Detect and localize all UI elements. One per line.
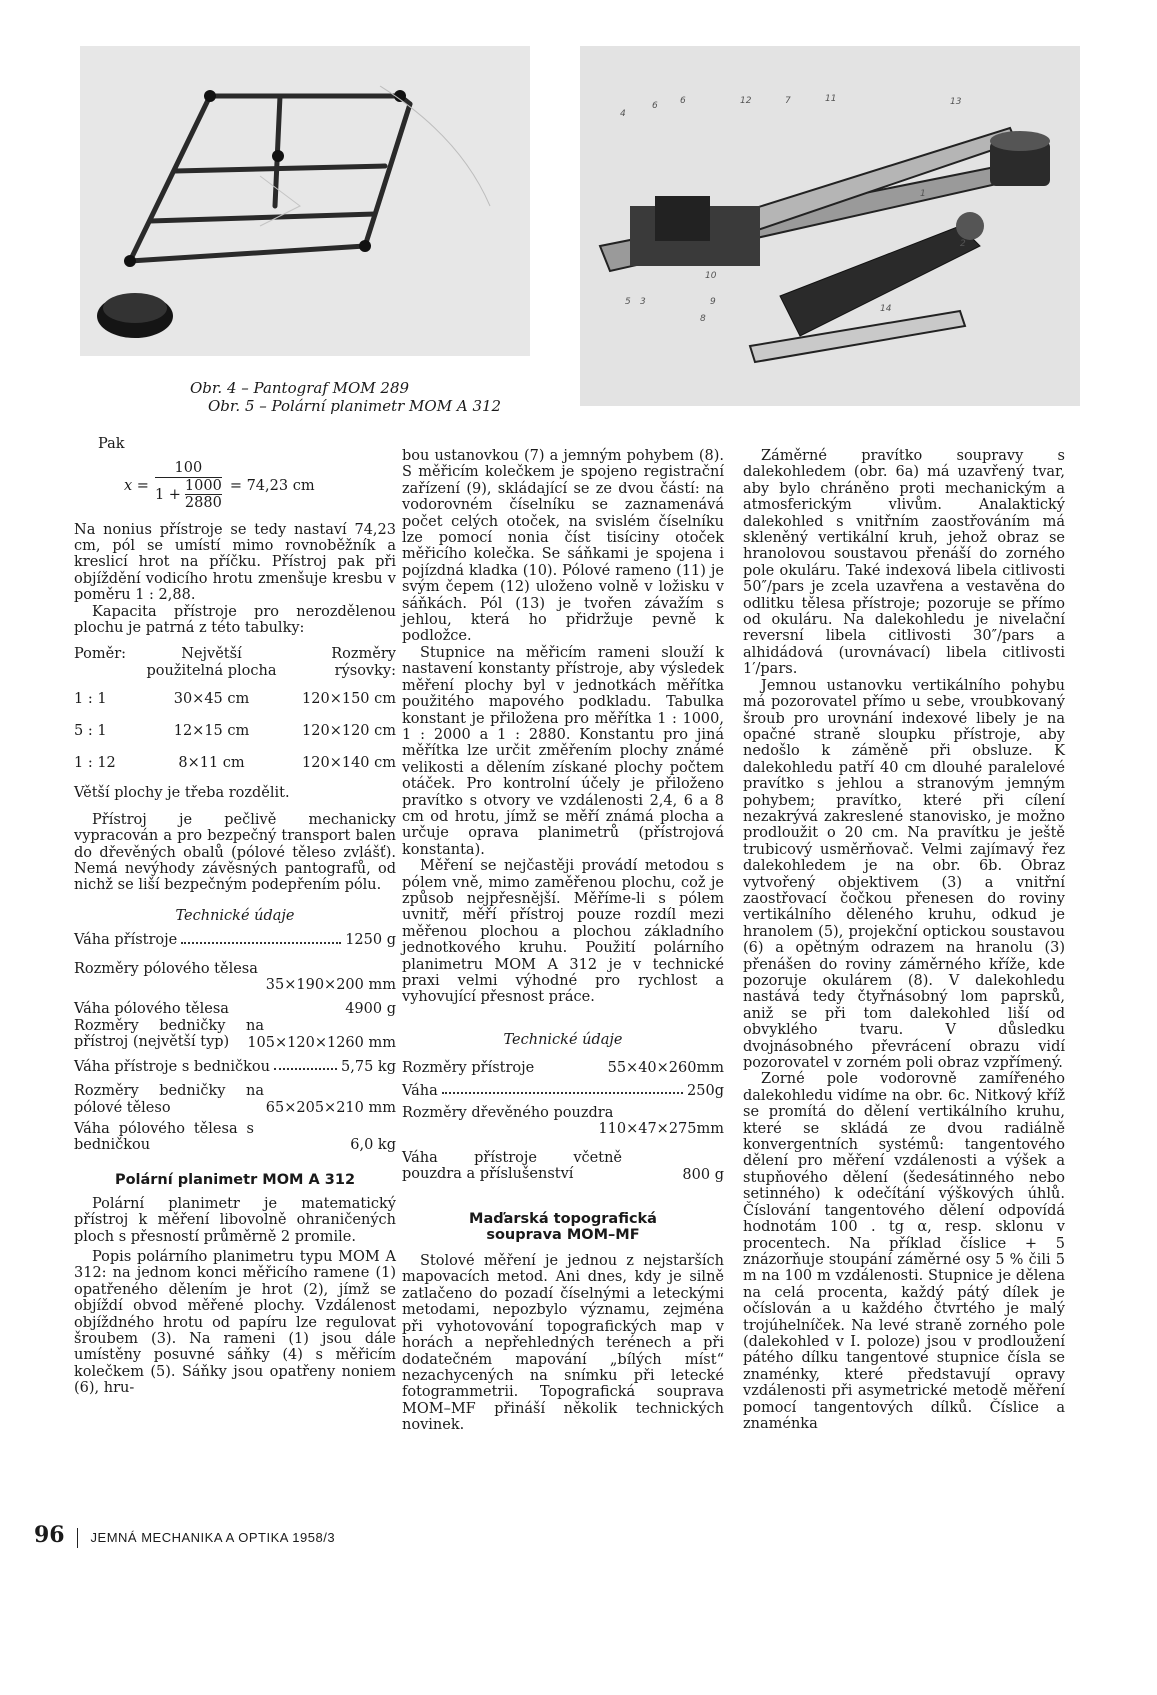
section-title: Technické údaje [175,907,295,924]
fig5-label-12: 12 [740,96,752,106]
paragraph: Kapacita přístroje pro nerozdělenou plochu je patrná z této tabulky: [74,603,396,637]
column-1 [74,436,396,1397]
paragraph: Popis polárního planimetru typu MOM A 312: na jednom konci měřicího ramene (1) opatřeného dělením je hrot (2), jímž se objíždí obvod měřené plochy. Vzdálenost objíždného hrotu od papíru lze regulovat šroubem (3). Na rameni (1) jsou dále umístěny posuvné sáňky (4) s měřicím kolečkem (5). Sáňky jsou opatřeny noniem (6), hru- [74,1249,396,1397]
spec-row [402,1060,724,1076]
table-row [74,713,396,745]
fig5-label-5: 5 [625,297,631,307]
figure-4-pantograph-photo [80,46,530,356]
formula-x: x = [124,477,149,494]
table-cell: 1 : 12 [74,755,116,772]
paragraph: Zorné pole vodorovně zamířeného dalekohledu vidíme na obr. 6c. Nitkový kříž se promítá do dělení vertikálního kruhu, které se skládá ze dvou radiálně konvergentních systémů: tangentového dělení pro měření vzdálenosti a výšek a stupňového dělení (šedesátinného nebo setinného) k odečítání výškových úhlů. Číslování tangentového dělení odpovídá hodnotám 100 . tg α, resp. sklonu v procentech. Na příklad číslice + 5 znázorňuje stoupání záměrné osy 5 % čili 5 m na 100 m vzdálenosti. Stupnice je dělena na celá procenta, každý pátý dílek je očíslován a u každého čtvrtého je malý trojúhelníček. Na levé straně zorného pole (dalekohled v I. poloze) jsou v prodloužení pátého dílku tangentové stupnice čísla se znaménky, které představují opravy vzdálenosti při asymetrické metodě měření pomocí tangentových dílků. Číslice a znaménka [743,1071,1065,1432]
spec-value: 4900 g [345,1001,396,1018]
fig5-label-6b: 6 [680,96,686,106]
caption-fig4: Obr. 4 – Pantograf MOM 289 [190,379,410,397]
paragraph: Přístroj je pečlivě mechanicky vypracován a pro bezpečný transport balen do dřevěných obalů (pólové těleso zvlášť). Nemá nevýhody závěsných pantografů, od nichž se liší bezpečným podepřením pólu. [74,811,396,894]
spec-label: Rozměry dřevěného pouzdra [402,1105,614,1122]
journal-name: JEMNÁ MECHANIKA A OPTIKA 1958/3 [90,1530,336,1545]
paragraph: Na nonius přístroje se tedy nastaví 74,23 cm, pól se umístí mimo rovnoběžník a kreslicí hrot na příčku. Přístroj pak při objíždění vodicího hrotu zmenšuje kresbu v poměru 1 : 2,88. [74,521,396,604]
spec-value: 1250 g [345,932,396,949]
spec-label: Rozměry přístroje [402,1060,535,1077]
spec-row [74,1083,396,1116]
spec-value: 105×120×1260 mm [247,1034,396,1051]
section-title: Technické údaje [503,1031,623,1048]
heading-hungarian-kit: Maďarská topografická souprava MOM–MF [469,1211,657,1244]
table-header: Rozměry rýsovky: [331,646,396,679]
spec-label: Váha přístroje včetně pouzdra a příslušenství [402,1149,622,1183]
spec-row [402,1150,724,1183]
spec-row [74,1001,396,1017]
spec-label: Váha pólového tělesa [74,1001,229,1018]
paragraph: Záměrné pravítko soupravy s dalekohledem (obr. 6a) má uzavřený tvar, aby bylo chráněno proti mechanickým a atmosferickým vlivům. Analaktický dalekohled s vnitřním zaostřováním má skleněný vertikální kruh, jehož obraz se hranolovou soustavou přenáší do zorného pole okuláru. Také indexová libela citlivosti 50″/pars je zcela uzavřena a vestavěna do odlitku tělesa přístroje; pozoruje se přímo od okuláru. Na dalekohledu je nivelační reversní libela citlivosti 30″/pars a alhidádová (urovnávací) libela citlivosti 1′/pars. [743,448,1065,678]
table-cell: 120×150 cm [302,691,396,708]
paragraph: Stolové měření je jednou z nejstarších mapovacích metod. Ani dnes, kdy je silně zatlačeno do pozadí číselnými a leteckými metodami, nepozbylo významu, zejména při vyhotovování topografických map v horách a nepřehledných terénech a při dodatečném mapování „bílých míst“ nezachycených na snímku při letecké fotogrammetrii. Topografická souprava MOM–MF přináší několik technických novinek. [402,1253,724,1434]
fig5-label-3: 3 [640,297,646,307]
fig5-label-11: 11 [825,94,837,104]
spec-label: Váha [402,1082,438,1099]
fig5-label-1: 1 [920,189,926,199]
paragraph: Stupnice na měřicím rameni slouží k nastavení konstanty přístroje, aby výsledek měření plochy byl v jednotkách měřítka použitého mapového podkladu. Tabulka konstant je přiložena pro měřítka 1 : 1000, 1 : 2000 a 1 : 2880. Konstantu pro jiná měřítka lze určit změřením plochy známé velikosti a dělením získané plochy počtem otáček. Pro kontrolní účely je přiloženo pravítko s otvory ve vzdálenosti 2,4, 6 a 8 cm od hrotu, jímž se měří známá plocha a určuje oprava planimetrů (přístrojová konstanta). [402,644,724,858]
fig5-label-8: 8 [700,314,706,324]
formula-fraction [155,460,222,511]
fig5-label-10: 10 [705,271,717,281]
fig5-label-14: 14 [880,304,892,314]
table-row [74,681,396,713]
column-3 [743,448,1065,1432]
spec-row [402,1105,724,1138]
table-row [74,745,396,777]
spec-row [74,961,396,994]
fig5-label-13: 13 [950,97,962,107]
table-cell: 1 : 1 [74,691,107,708]
spec-label: Váha pólového tělesa s bedničkou [74,1120,254,1153]
spec-value: 110×47×275mm [598,1121,724,1138]
spec-value: 800 g [682,1166,724,1183]
paragraph: Větší plochy je třeba rozdělit. [74,785,290,802]
pantograph-drawing [80,46,530,356]
spec-label: Váha přístroje [74,932,178,949]
table-cell: 30×45 cm [173,691,250,708]
fig5-label-9: 9 [710,297,716,307]
table-header: Poměr: [74,646,127,663]
capacity-table [74,644,396,777]
paragraph: Polární planimetr je matematický přístroj k měření libovolně ohraničených ploch s přesností průměrně 2 promile. [74,1195,396,1245]
formula-inner-den: 2880 [184,495,222,512]
heading-polar-planimeter: Polární planimetr MOM A 312 [114,1171,356,1188]
spec-row [74,1018,396,1051]
spec-value: 55×40×260mm [607,1060,724,1077]
spec-value: 65×205×210 mm [265,1100,396,1117]
planimeter-drawing [580,46,1080,406]
table-header: Největší použitelná plocha [146,646,277,679]
formula-result: = 74,23 cm [229,477,315,494]
spec-value: 6,0 kg [350,1137,396,1154]
spec-row [402,1083,724,1099]
table-cell: 5 : 1 [74,723,107,740]
figure-5-planimeter-photo [580,46,1080,406]
paragraph: bou ustanovkou (7) a jemným pohybem (8). S měřicím kolečkem je spojeno registrační zařízení (9), skládající se ze dvou částí: na vodorovném číselníku se zaznamenává počet celých otoček, na svislém číselníku lze pomocí nonia číst tisíciny otoček měřicího kolečka. Se sáňkami je spojena i pojízdná kladka (10). Pólové rameno (11) je svým čepem (12) uloženo volně v ložisku v sáňkách. Pól (13) je tvořen závažím s jehlou, která ho přidržuje pevně k podložce. [402,448,724,645]
spec-row [74,1121,396,1154]
fig5-label-7: 7 [785,96,791,106]
spec-value: 5,75 kg [341,1058,396,1075]
spec-row [74,1059,396,1075]
formula-inner-num: 1000 [184,477,222,494]
table-cell: 8×11 cm [178,755,245,772]
text-pak: Pak [98,436,125,452]
fig5-label-6a: 6 [652,101,658,111]
fig5-label-2: 2 [960,239,966,249]
table-cell: 120×120 cm [302,723,396,740]
spec-value: 35×190×200 mm [265,976,396,993]
spec-value: 250g [687,1082,724,1099]
spec-label: Rozměry pólového tělesa [74,960,258,977]
column-2 [402,448,724,1434]
page-footer [34,1522,335,1548]
formula-numerator: 100 [155,460,222,477]
caption-fig5: Obr. 5 – Polární planimetr MOM A 312 [208,397,502,415]
fig5-label-4: 4 [620,109,626,119]
formula [124,460,396,511]
spec-label: Váha přístroje s bedničkou [74,1058,270,1075]
page-number: 96 [34,1522,65,1548]
formula-one-plus: 1 + [154,486,181,503]
paragraph: Jemnou ustanovku vertikálního pohybu má pozorovatel přímo u sebe, vroubkovaný šroub pro urovnání indexové libely je na opačné straně sloupku přístroje, aby nedošlo k záměně při obsluze. K dalekohledu patří 40 cm dlouhé paralelové pravítko s jehlou a stranovým jemným pohybem; pravítko, které při cílení nezakrývá zakreslené stanovisko, je možno prodloužit o 20 cm. Na pravítku je ještě trubicový usměrňovač. Velmi zajímavý řez dalekohledem je na obr. 6b. Obraz vytvořený objektivem (3) a vnitřní zaostřovací čočkou přenesen do roviny vertikálního děleného kruhu, odkud je hranolem (5), projekční optickou soustavou (6) a opětným odrazem na hranolu (3) přenášen do roviny záměrného kříže, kde pozoruje okulárem (8). V dalekohledu nastává tedy čtyřnásobný lom paprsků, aniž se při tom dalekohled liší od obvyklého tvaru. V důsledku dvojnásobného převrácení obrazu vidí pozorovatel v zorném poli obraz vzpřímený. [743,677,1065,1072]
paragraph: Měření se nejčastěji provádí metodou s pólem vně, mimo zaměřenou plochu, což je způsob nejpřesnější. Měříme-li s pólem uvnitř, měří přístroj pouze rozdíl mezi měřenou plochou a plochou základního jednotkového kruhu. Použití polárního planimetru MOM A 312 je v technické praxi velmi výhodné pro rychlost a vyhovující přesnost práce. [402,858,724,1006]
spec-label: Rozměry bedničky na pólové těleso [74,1083,264,1116]
table-cell: 120×140 cm [302,755,396,772]
spec-row [74,932,396,948]
table-cell: 12×15 cm [173,723,250,740]
spec-label: Rozměry bedničky na přístroj (největší typ) [74,1017,264,1051]
